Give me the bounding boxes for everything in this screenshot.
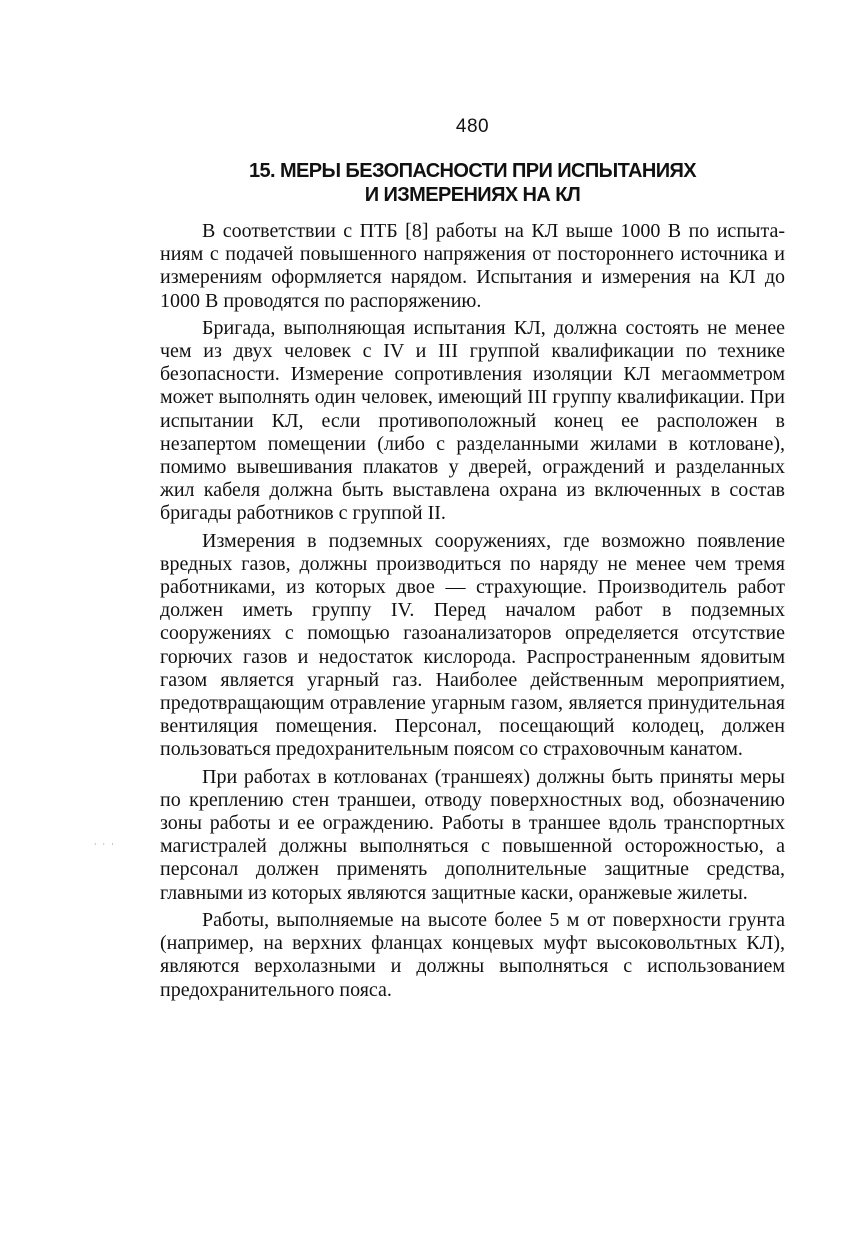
scan-speck-marks: ···	[94, 840, 120, 849]
page-number: 480	[455, 116, 490, 137]
chapter-title-line-1: 15. МЕРЫ БЕЗОПАСНОСТИ ПРИ ИСПЫТАНИЯХ	[249, 160, 696, 182]
paragraph-5: Работы, выполняемые на высоте более 5 м от поверхности грунта (например, на верхних фланцах концевых муфт высоковольтных КЛ), являются верхолазными и должны выполняться с использованием предохранительного пояса.	[160, 908, 785, 1001]
chapter-title-line-2: И ИЗМЕРЕНИЯХ НА КЛ	[364, 184, 581, 206]
paragraph-1: В соответствии с ПТБ [8] работы на КЛ выше 1000 В по испытаниям с подачей повышенного напряжения от постороннего источника и измерениям оформляется нарядом. Испытания и измерения на КЛ до 1000 В проводятся по распоряжению.	[160, 220, 785, 312]
paragraph-3: Измерения в подземных сооружениях, где возможно появление вредных газов, должны производиться по наряду не менее чем тремя работниками, из которых двое — страхующие. Производитель работ должен иметь группу IV. Перед началом работ в подземных сооружениях с помощью газоанализаторов определяется отсутствие горючих газов и недостаток кислорода. Распространенным ядовитым газом является угарный газ. Наиболее действенным мероприятием, предотвращающим отравление угарным газом, является принудительная вентиляция помещения. Персонал, посещающий колодец, должен пользоваться предохранительным поясом со страховочным канатом.	[160, 529, 785, 761]
chapter-title	[160, 159, 785, 207]
paragraph-4: При работах в котлованах (траншеях) должны быть приняты меры по креплению стен траншеи, отводу поверхностных вод, обозначению зоны работы и ее ограждению. Работы в траншее вдоль транспортных магистралей должны выполняться с повышенной осторожностью, а персонал должен применять дополнительные защитные средства, главными из которых являются защитные каски, оранжевые жилеты.	[160, 765, 785, 904]
paragraph-2: Бригада, выполняющая испытания КЛ, должна состоять не менее чем из двух человек с IV и III группой квалификации по технике безопасности. Измерение сопротивления изоляции КЛ мегаомметром может выполнять один человек, имеющий III группу квалификации. При испытании КЛ, если противоположный конец ее расположен в незапертом помещении (либо с разделанными жилами в котловане), помимо вывешивания плакатов у дверей, ограждений и разделанных жил кабеля должна быть выставлена охрана из включенных в состав бригады работников с группой II.	[160, 316, 785, 525]
body-text	[160, 220, 785, 1006]
